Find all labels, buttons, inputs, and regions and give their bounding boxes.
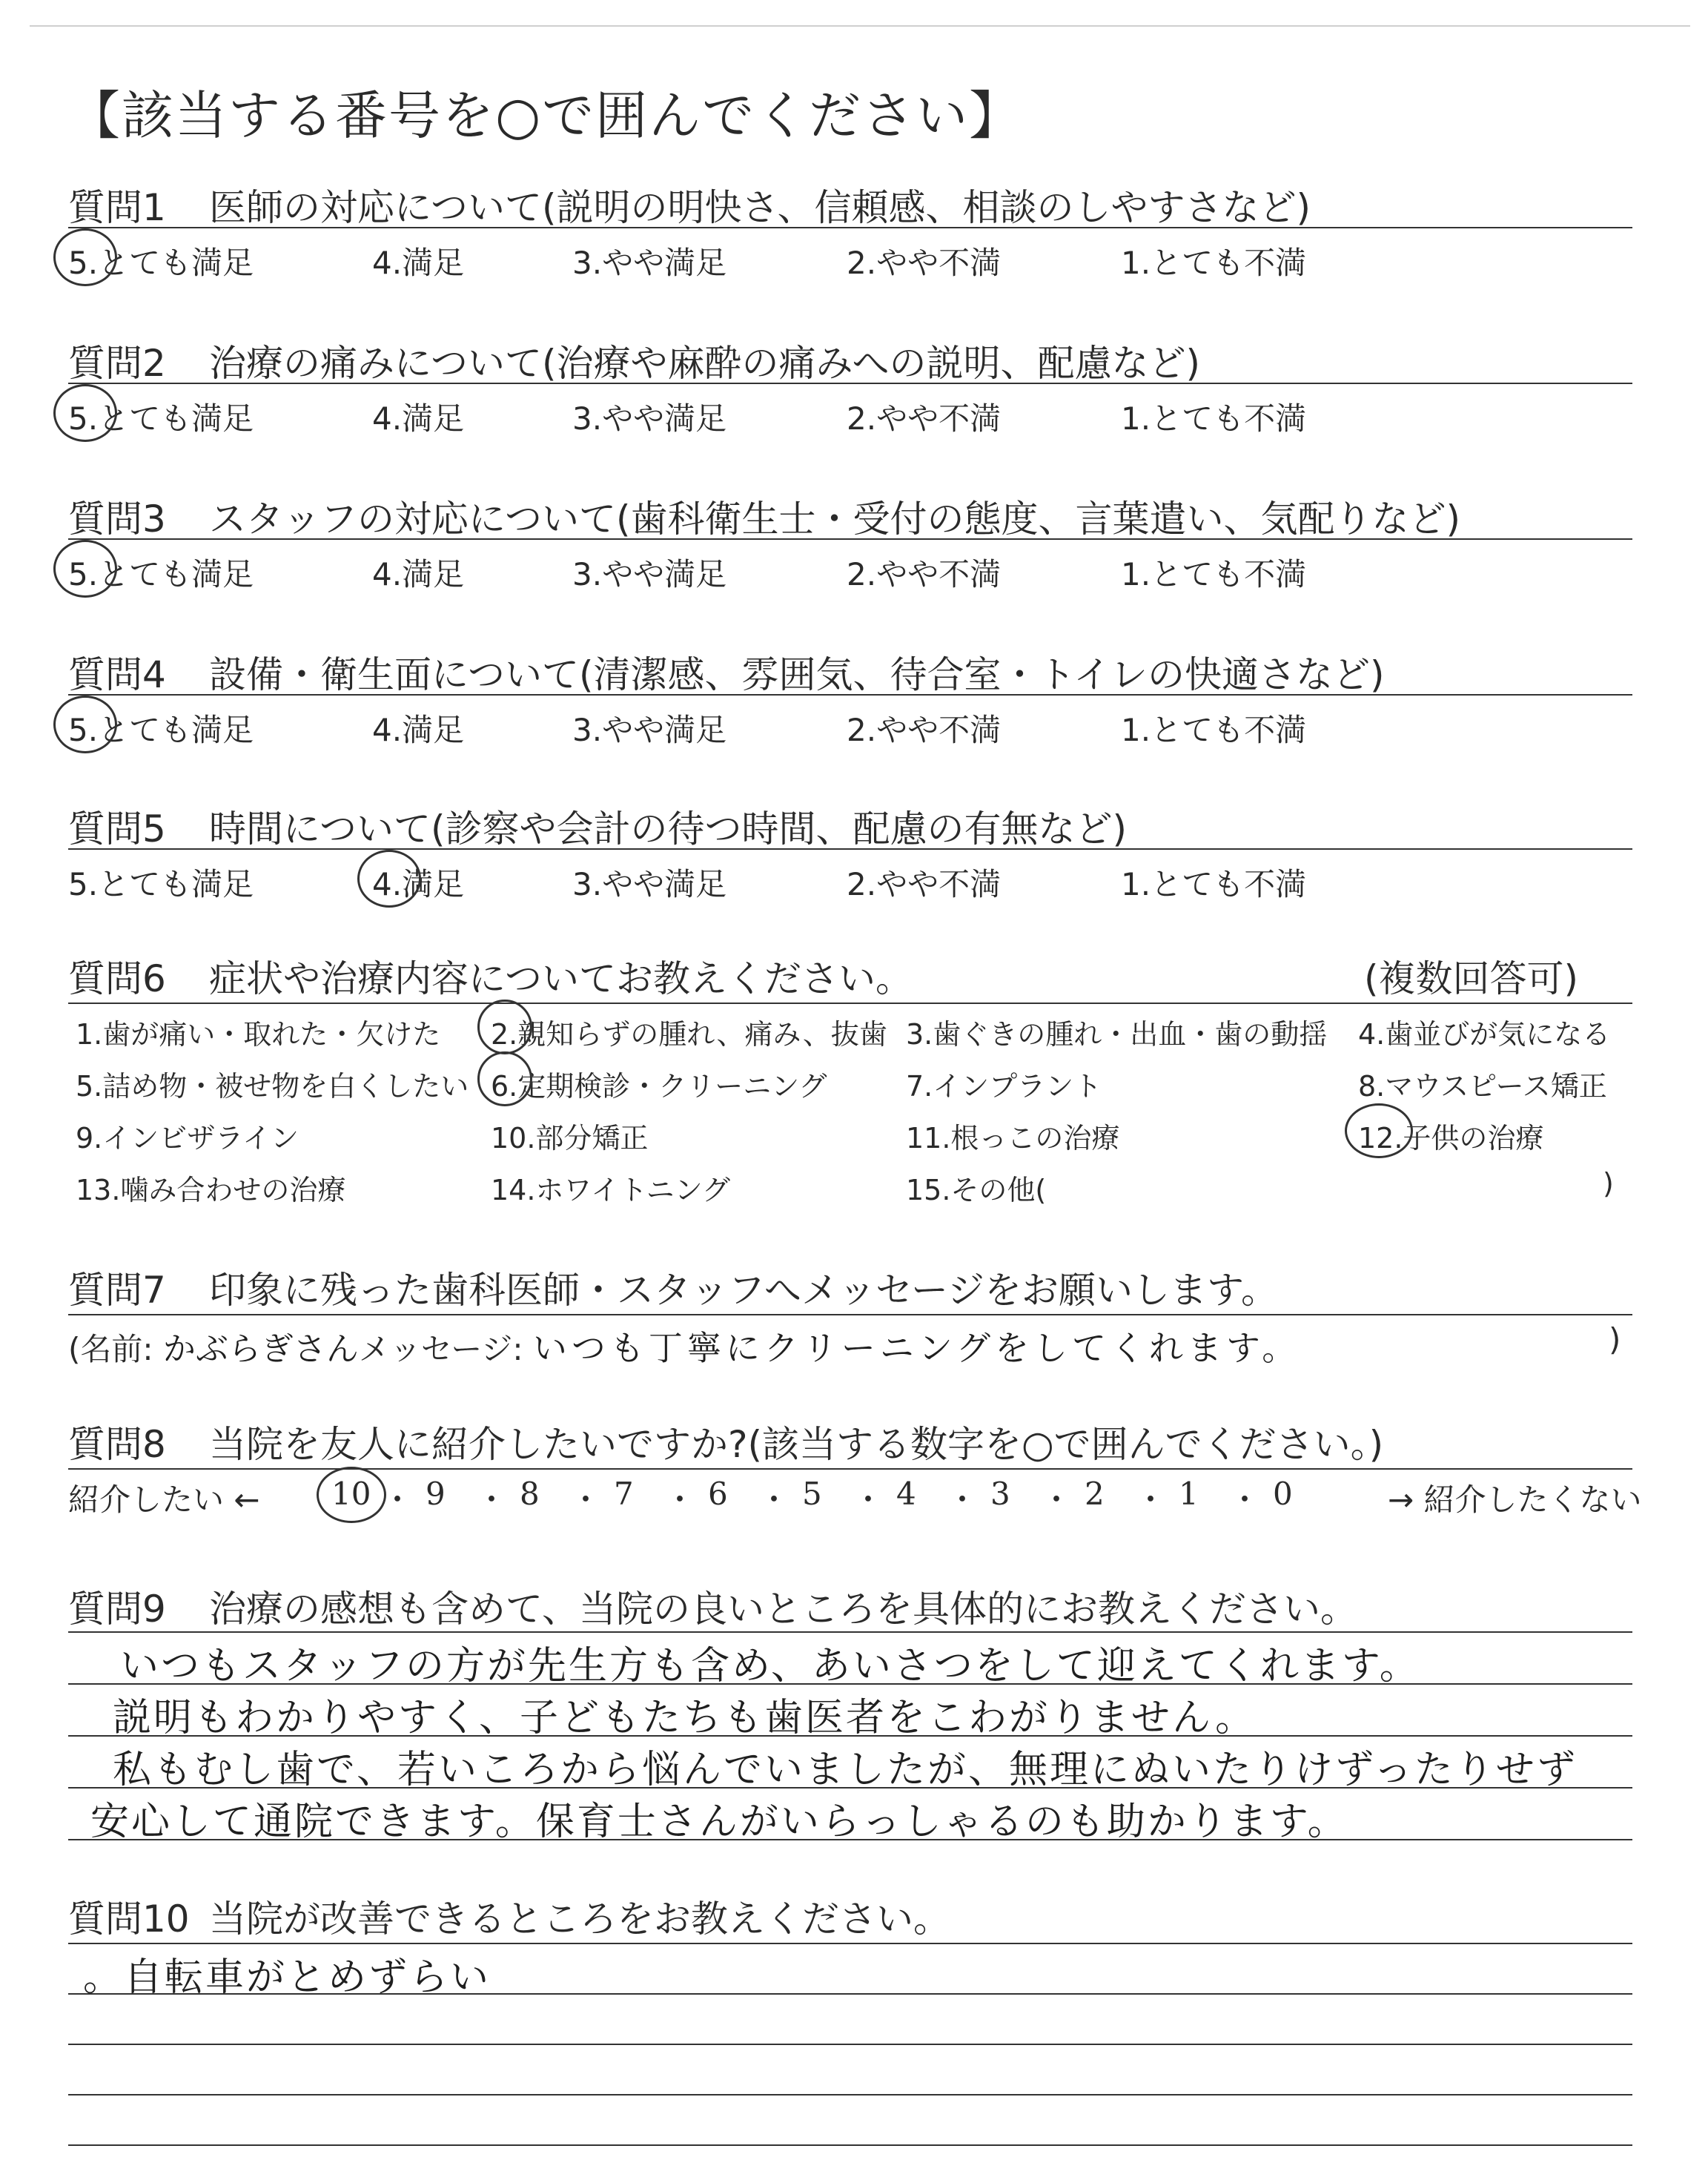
q9-answer-line: 説明もわかりやすく、子どもたちも歯医者をこわがりません。 <box>113 1696 1257 1740</box>
q3-option-3[interactable]: 3.やや満足 <box>572 556 727 592</box>
q6-text: 症状や治療内容についてお教えください。 <box>209 957 913 1000</box>
top-scan-edge <box>30 25 1690 27</box>
q2-option-5[interactable]: 5.とても満足 <box>68 400 254 437</box>
q4-heading <box>68 645 1385 698</box>
q8-scale-2[interactable]: 2 <box>1085 1476 1105 1512</box>
q1-option-2[interactable]: 2.やや不満 <box>847 245 1002 281</box>
q1-option-1[interactable]: 1.とても不満 <box>1121 245 1307 281</box>
q10-ruled-line <box>68 1993 1632 1995</box>
q3-option-2[interactable]: 2.やや不満 <box>847 556 1002 592</box>
q3-heading <box>68 489 1460 543</box>
q5-option-2[interactable]: 2.やや不満 <box>847 866 1002 902</box>
q8-rule <box>68 1468 1632 1470</box>
q7-heading <box>68 1261 1278 1314</box>
q8-scale-0[interactable]: 0 <box>1273 1476 1293 1512</box>
q6-option-10[interactable]: 10.部分矯正 <box>491 1122 649 1155</box>
q10-heading <box>68 1889 950 1943</box>
q8-selection-circle <box>317 1467 386 1523</box>
q7-number: 質問7 <box>68 1269 166 1312</box>
q4-option-1[interactable]: 1.とても不満 <box>1121 712 1307 748</box>
q9-number: 質問9 <box>68 1588 166 1631</box>
q4-option-5[interactable]: 5.とても満足 <box>68 712 254 748</box>
q4-text: 設備・衛生面について(清潔感、雰囲気、待合室・トイレの快適さなど) <box>209 653 1385 696</box>
q8-scale-separator: ・ <box>947 1482 979 1518</box>
q10-text: 当院が改善できるところをお教えください。 <box>209 1898 950 1941</box>
q10-ruled-line <box>68 1943 1632 1944</box>
q6-number: 質問6 <box>68 957 166 1000</box>
q8-scale-8[interactable]: 8 <box>520 1476 540 1512</box>
q3-option-4[interactable]: 4.満足 <box>372 556 465 592</box>
q4-selection-circle <box>53 696 117 753</box>
q5-option-4[interactable]: 4.満足 <box>372 866 465 902</box>
q10-ruled-line <box>68 2044 1632 2045</box>
q1-option-4[interactable]: 4.満足 <box>372 245 465 281</box>
q8-scale-separator: ・ <box>853 1482 884 1518</box>
q8-number: 質問8 <box>68 1423 166 1466</box>
q7-name-label: (名前: <box>68 1331 153 1367</box>
q3-text: スタッフの対応について(歯科衛生士・受付の態度、言葉遣い、気配りなど) <box>209 498 1461 541</box>
q6-option-9[interactable]: 9.インビザライン <box>76 1122 299 1155</box>
q8-scale-separator: ・ <box>382 1482 414 1518</box>
q9-text: 治療の感想も含めて、当院の良いところを具体的にお教えください。 <box>209 1588 1357 1631</box>
q1-option-3[interactable]: 3.やや満足 <box>572 245 727 281</box>
q2-text: 治療の痛みについて(治療や麻酔の痛みへの説明、配慮など) <box>209 342 1201 385</box>
q6-rule <box>68 1003 1632 1004</box>
q8-scale-separator: ・ <box>476 1482 508 1518</box>
q9-ruled-line <box>68 1787 1632 1789</box>
q2-number: 質問2 <box>68 342 166 385</box>
q6-option-12[interactable]: 12.子供の治療 <box>1358 1122 1544 1155</box>
q3-rule <box>68 538 1632 540</box>
q6-option-15[interactable]: 15.その他( <box>906 1174 1047 1206</box>
q6-selection-circle <box>1345 1103 1413 1158</box>
q6-options <box>68 1005 1640 1213</box>
q8-heading <box>68 1415 1383 1468</box>
q5-option-5[interactable]: 5.とても満足 <box>68 866 254 902</box>
q1-rule <box>68 227 1632 228</box>
q6-option-11[interactable]: 11.根っこの治療 <box>906 1122 1120 1155</box>
q6-selection-circle <box>477 1000 532 1054</box>
q8-scale-3[interactable]: 3 <box>990 1476 1010 1512</box>
q3-number: 質問3 <box>68 498 166 541</box>
q5-text: 時間について(診察や会計の待つ時間、配慮の有無など) <box>209 807 1128 851</box>
q7-message-value: いつも丁寧にクリーニングをしてくれます。 <box>532 1328 1301 1368</box>
q2-option-4[interactable]: 4.満足 <box>372 400 465 437</box>
q9-answer-line: いつもスタッフの方が先生方も含め、あいさつをして迎えてくれます。 <box>120 1644 1420 1688</box>
q8-scale-5[interactable]: 5 <box>802 1476 822 1512</box>
q8-scale-6[interactable]: 6 <box>708 1476 728 1512</box>
q8-scale-separator: ・ <box>1135 1482 1167 1518</box>
q9-ruled-line <box>68 1683 1632 1685</box>
q8-scale-separator: ・ <box>1229 1482 1261 1518</box>
q10-number: 質問10 <box>68 1898 190 1941</box>
q4-option-4[interactable]: 4.満足 <box>372 712 465 748</box>
q9-ruled-line <box>68 1631 1632 1633</box>
q8-scale-9[interactable]: 9 <box>426 1476 446 1512</box>
q2-option-1[interactable]: 1.とても不満 <box>1121 400 1307 437</box>
q6-option-8[interactable]: 8.マウスピース矯正 <box>1358 1070 1607 1103</box>
q1-heading <box>68 178 1311 231</box>
q6-option-5[interactable]: 5.詰め物・被せ物を白くしたい <box>76 1070 469 1103</box>
q8-scale-7[interactable]: 7 <box>614 1476 634 1512</box>
q6-option-4[interactable]: 4.歯並びが気になる <box>1358 1018 1611 1051</box>
q8-scale-separator: ・ <box>758 1482 790 1518</box>
q4-options <box>68 706 1403 750</box>
q8-left-label: 紹介したい ← <box>68 1482 260 1518</box>
q6-selection-circle <box>477 1051 532 1106</box>
q9-ruled-line <box>68 1839 1632 1840</box>
q9-answer-line: 安心して通院できます。保育士さんがいらっしゃるのも助かります。 <box>90 1800 1348 1844</box>
q5-option-3[interactable]: 3.やや満足 <box>572 866 727 902</box>
q6-note: (複数回答可) <box>1364 957 1579 1000</box>
q6-option-2[interactable]: 2.親知らずの腫れ、痛み、抜歯 <box>491 1018 887 1051</box>
q8-right-label: → 紹介したくない <box>1388 1482 1642 1518</box>
q9-answer-line: 私もむし歯で、若いころから悩んでいましたが、無理にぬいたりけずったりせず <box>113 1748 1578 1792</box>
q9-ruled-line <box>68 1735 1632 1737</box>
q8-scale-4[interactable]: 4 <box>896 1476 916 1512</box>
q3-selection-circle <box>53 540 117 598</box>
q8-scale-separator: ・ <box>664 1482 696 1518</box>
q3-options <box>68 550 1403 595</box>
q6-option-13[interactable]: 13.噛み合わせの治療 <box>76 1174 346 1206</box>
q9-heading <box>68 1579 1357 1633</box>
q7-text: 印象に残った歯科医師・スタッフへメッセージをお願いします。 <box>209 1269 1278 1312</box>
q7-message-label: メッセージ: <box>358 1331 523 1367</box>
q8-text: 当院を友人に紹介したいですか?(該当する数字を○で囲んでください。) <box>209 1423 1384 1466</box>
q8-scale-1[interactable]: 1 <box>1179 1476 1199 1512</box>
q4-rule <box>68 694 1632 696</box>
q6-option-3[interactable]: 3.歯ぐきの腫れ・出血・歯の動揺 <box>906 1018 1328 1051</box>
q2-heading <box>68 334 1200 387</box>
q6-option-7[interactable]: 7.インプラント <box>906 1070 1102 1103</box>
q1-number: 質問1 <box>68 186 166 229</box>
q4-option-2[interactable]: 2.やや不満 <box>847 712 1002 748</box>
q4-option-3[interactable]: 3.やや満足 <box>572 712 727 748</box>
q1-options <box>68 239 1403 283</box>
page-title: 【該当する番号を○で囲んでください】 <box>68 85 1023 146</box>
q8-scale-10[interactable]: 10 <box>331 1476 371 1512</box>
q7-close-paren: ) <box>1609 1321 1621 1358</box>
q2-selection-circle <box>53 384 117 442</box>
q5-selection-circle <box>357 850 421 908</box>
q6-option-14[interactable]: 14.ホワイトニング <box>491 1174 731 1206</box>
q1-text: 医師の対応について(説明の明快さ、信頼感、相談のしやすさなど) <box>209 186 1311 229</box>
q8-scale-separator: ・ <box>570 1482 602 1518</box>
q3-option-5[interactable]: 5.とても満足 <box>68 556 254 592</box>
q2-option-3[interactable]: 3.やや満足 <box>572 400 727 437</box>
q6-option-1[interactable]: 1.歯が痛い・取れた・欠けた <box>76 1018 441 1051</box>
q5-option-1[interactable]: 1.とても不満 <box>1121 866 1307 902</box>
q7-rule <box>68 1314 1632 1315</box>
q2-rule <box>68 383 1632 384</box>
q7-answer-line <box>68 1321 1300 1370</box>
q6-heading <box>68 949 913 1003</box>
q10-ruled-line <box>68 2094 1632 2095</box>
q6-option-6[interactable]: 6.定期検診・クリーニング <box>491 1070 827 1103</box>
q5-number: 質問5 <box>68 807 166 851</box>
q5-options <box>68 860 1403 905</box>
q5-heading <box>68 799 1127 853</box>
q4-number: 質問4 <box>68 653 166 696</box>
q8-scale <box>68 1476 1640 1520</box>
q1-option-5[interactable]: 5.とても満足 <box>68 245 254 281</box>
q10-answer-line: 。自転車がとめずらい <box>83 1955 491 2000</box>
q2-option-2[interactable]: 2.やや不満 <box>847 400 1002 437</box>
q5-rule <box>68 848 1632 850</box>
q2-options <box>68 394 1403 439</box>
q6-other-close-paren: ) <box>1603 1167 1614 1200</box>
q3-option-1[interactable]: 1.とても不満 <box>1121 556 1307 592</box>
q7-name-value: かぶらぎさん <box>162 1330 359 1368</box>
q10-ruled-line <box>68 2144 1632 2146</box>
q8-scale-separator: ・ <box>1041 1482 1073 1518</box>
q1-selection-circle <box>53 228 117 286</box>
